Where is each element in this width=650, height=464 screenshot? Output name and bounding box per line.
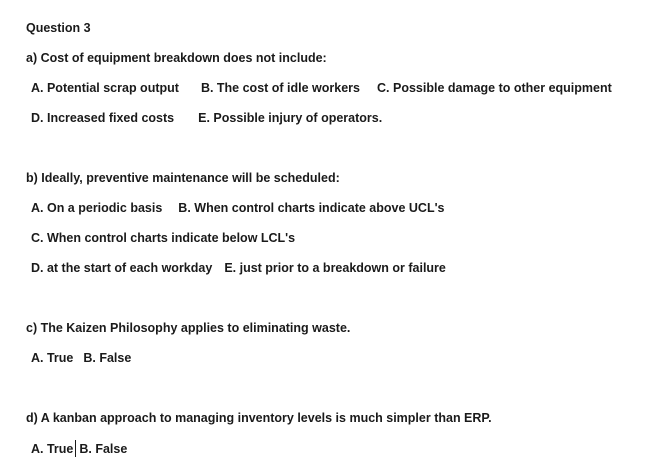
question-a-option-c: C. Possible damage to other equipment [377, 81, 612, 95]
text-cursor [75, 440, 76, 457]
question-b-text: b) Ideally, preventive maintenance will be scheduled: [26, 171, 340, 185]
question-d-options-line-1 [31, 440, 127, 457]
question-a-option-d: D. Increased fixed costs [31, 111, 175, 125]
question-a-options-line-2 [31, 110, 382, 126]
question-b-options-line-1 [31, 200, 445, 216]
question-c-text: c) The Kaizen Philosophy applies to eliminating waste. [26, 321, 351, 335]
question-d-option-a: A. True [31, 442, 74, 456]
question-b-options-line-2 [31, 230, 295, 246]
question-b-option-e: E. just prior to a breakdown or failure [224, 261, 446, 275]
question-a-text: a) Cost of equipment breakdown does not include: [26, 51, 327, 65]
question-b-option-d: D. at the start of each workday [31, 261, 213, 275]
question-c-option-a: A. True [31, 351, 74, 365]
question-heading: Question 3 [26, 21, 91, 35]
question-c-option-b: B. False [83, 351, 132, 365]
question-d-text: d) A kanban approach to managing inventory levels is much simpler than ERP. [26, 411, 492, 425]
question-a-option-e: E. Possible injury of operators. [198, 111, 383, 125]
question-a-option-a: A. Potential scrap output [31, 81, 179, 95]
question-b-option-c: C. When control charts indicate below LCL's [31, 231, 296, 245]
question-c-options-line-1 [31, 350, 131, 366]
question-a-options-line-1 [31, 80, 612, 96]
question-b-option-a: A. On a periodic basis [31, 201, 163, 215]
question-d-option-b: B. False [79, 442, 128, 456]
question-a-option-b: B. The cost of idle workers [200, 81, 361, 95]
question-b-option-b: B. When control charts indicate above UCL's [178, 201, 445, 215]
question-b-options-line-3 [31, 260, 446, 276]
